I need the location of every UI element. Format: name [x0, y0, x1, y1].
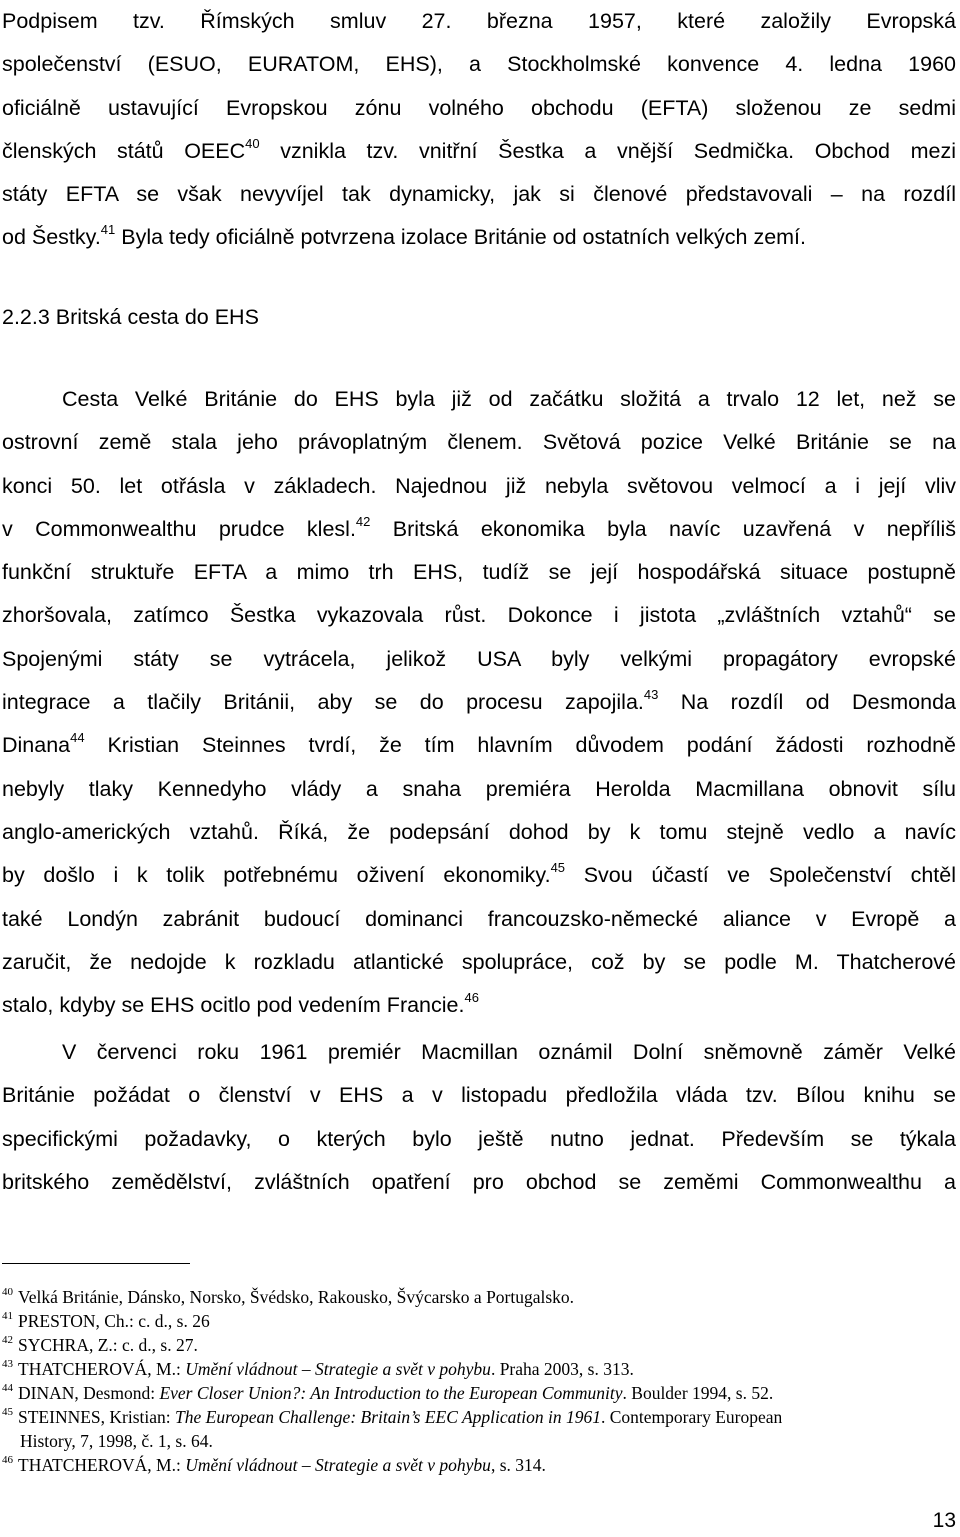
text-line [2, 43, 956, 86]
line-text: Podpisem tzv. Římských smluv 27. března 1957, které založily Evropská [2, 9, 956, 33]
citation-text: DINAN, Desmond: [18, 1383, 160, 1403]
footnote-number: 44 [2, 1382, 13, 1395]
footnote-number: 42 [2, 1334, 13, 1347]
text-line [2, 854, 956, 897]
line-text: Británie požádat o členství v EHS a v listopadu předložila vláda tzv. Bílou knihu se [2, 1083, 956, 1108]
citation-text: THATCHEROVÁ, M.: [18, 1359, 186, 1379]
line-text: zhoršovala, zatímco Šestka vykazovala růst. Dokonce i jistota „zvláštních vztahů“ se [2, 603, 956, 628]
footnote-44 [2, 1381, 958, 1405]
text-line [2, 1031, 956, 1074]
footnote-42 [2, 1333, 958, 1357]
text-line [2, 216, 956, 259]
line-text: Svou účastí ve Společenství chtěl [565, 863, 956, 888]
footnote-continuation: History, 7, 1998, č. 1, s. 64. [20, 1431, 213, 1451]
line-text: v Commonwealthu prudce klesl. [2, 516, 356, 541]
citation-text: STEINNES, Kristian: [18, 1407, 176, 1427]
footnote-43 [2, 1357, 958, 1381]
line-text: Kristian Steinnes tvrdí, že tím hlavním důvodem podání žádosti rozhodně [84, 733, 956, 758]
text-line [2, 638, 956, 681]
text-line [2, 508, 956, 551]
footnote-number: 43 [2, 1358, 13, 1371]
footnote-reference[interactable]: 41 [100, 222, 116, 238]
citation-text: THATCHEROVÁ, M.: [18, 1455, 186, 1475]
line-text: Spojenými státy se vytrácela, jelikož USA byly velkými propagátory evropské [2, 646, 956, 671]
citation-text: . Praha 2003, s. 313. [490, 1359, 634, 1379]
line-text: stalo, kdyby se EHS ocitlo pod vedením Francie. [2, 993, 465, 1018]
citation-text: SYCHRA, Z.: c. d., s. 27. [18, 1335, 198, 1355]
citation-text: PRESTON, Ch.: c. d., s. 26 [18, 1311, 210, 1331]
line-text: Byla tedy oficiálně potvrzena izolace Británie od ostatních velkých zemí. [115, 225, 807, 250]
text-line [2, 87, 956, 130]
footnote-46 [2, 1453, 958, 1477]
footnotes [2, 1285, 958, 1477]
text-line [2, 1161, 956, 1204]
text-line [2, 130, 956, 173]
line-text: členských států OEEC [2, 138, 246, 163]
line-text: britského zemědělství, zvláštních opatření pro obchod se zeměmi Commonwealthu a [2, 1169, 956, 1194]
footnote-reference[interactable]: 40 [245, 135, 260, 151]
footnote-number: 41 [2, 1310, 13, 1323]
line-text: funkční struktuře EFTA a mimo trh EHS, tudíž se její hospodářská situace postupně [2, 560, 956, 585]
text-line [2, 551, 956, 594]
line-text: zaručit, že nedojde k rozkladu atlantické spolupráce, což by se podle M. Thatcherové [2, 949, 956, 974]
line-text: integrace a tlačily Británii, aby se do procesu zapojila. [2, 690, 644, 715]
text-line [2, 1118, 956, 1161]
text-line [2, 941, 956, 984]
footnote-separator [2, 1263, 190, 1264]
footnote-reference[interactable]: 42 [355, 513, 371, 529]
line-text: Britská ekonomika byla navíc uzavřená v nepříliš [370, 516, 957, 541]
paragraph-macmillan [2, 1031, 956, 1204]
text-line [2, 421, 956, 464]
line-text: společenství (ESUO, EURATOM, EHS), a Stockholmské konvence 4. ledna 1960 [2, 52, 956, 77]
line-text: V červenci roku 1961 premiér Macmillan oznámil Dolní sněmovně záměr Velké [62, 1040, 956, 1064]
paragraph-british-path [2, 378, 956, 1027]
line-text: od Šestky. [2, 225, 101, 250]
text-line [2, 811, 956, 854]
citation-text: Velká Británie, Dánsko, Norsko, Švédsko, Rakousko, Švýcarsko a Portugalsko. [18, 1287, 575, 1307]
line-text: Na rozdíl od Desmonda [658, 690, 956, 715]
text-line [2, 173, 956, 216]
text-line [2, 0, 956, 43]
text-line [2, 1074, 956, 1117]
footnote-41 [2, 1309, 958, 1333]
text-line [2, 984, 956, 1027]
line-text: specifickými požadavky, o kterých bylo ještě nutno jednat. Především se týkala [2, 1126, 956, 1151]
footnote-40 [2, 1285, 958, 1309]
text-line [2, 768, 956, 811]
footnote-reference[interactable]: 46 [464, 990, 479, 1005]
footnote-number: 45 [2, 1406, 13, 1419]
footnote-number: 46 [2, 1454, 13, 1467]
citation-text: . Contemporary European [601, 1407, 783, 1427]
footnote-45 [2, 1405, 958, 1429]
footnote-reference[interactable]: 45 [550, 860, 566, 876]
line-text: také Londýn zabránit budoucí dominanci francouzsko-německé aliance v Evropě a [2, 906, 956, 931]
footnote-number: 40 [2, 1286, 13, 1299]
line-text: by došlo i k tolik potřebnému oživení ekonomiky. [2, 863, 551, 888]
citation-title: Umění vládnout – Strategie a svět v pohybu [185, 1455, 491, 1475]
citation-title: Ever Closer Union?: An Introduction to the European Community [159, 1383, 623, 1403]
paragraph-efta [2, 0, 956, 260]
citation-title: The European Challenge: Britain’s EEC Application in 1961 [175, 1407, 601, 1427]
text-line [2, 681, 956, 724]
line-text: Dinana [2, 733, 71, 758]
line-text: státy EFTA se však nevyvíjel tak dynamicky, jak si členové představovali – na rozdíl [2, 182, 956, 207]
text-line [2, 724, 956, 767]
line-text: ostrovní země stala jeho právoplatným členem. Světová pozice Velké Británie se na [2, 430, 956, 455]
text-line [2, 378, 956, 421]
section-heading: 2.2.3 Britská cesta do EHS [2, 305, 259, 329]
text-line [2, 465, 956, 508]
text-line [2, 594, 956, 637]
footnote-reference[interactable]: 43 [643, 686, 659, 702]
citation-text: . Boulder 1994, s. 52. [622, 1383, 774, 1403]
citation-text: , s. 314. [490, 1455, 546, 1475]
line-text: konci 50. let otřásla v základech. Najednou již nebyla světovou velmocí a i její vliv [2, 473, 956, 498]
footnote-reference[interactable]: 44 [70, 730, 85, 746]
line-text: vznikla tzv. vnitřní Šestka a vnější Sedmička. Obchod mezi [259, 138, 957, 163]
citation-title: Umění vládnout – Strategie a svět v pohybu [185, 1359, 491, 1379]
line-text: nebyly tlaky Kennedyho vlády a snaha premiéra Herolda Macmillana obnovit sílu [2, 776, 956, 801]
line-text: anglo-amerických vztahů. Říká, že podepsání dohod by k tomu stejně vedlo a navíc [2, 819, 956, 844]
text-line [2, 898, 956, 941]
line-text: Cesta Velké Británie do EHS byla již od začátku složitá a trvalo 12 let, než se [62, 387, 956, 411]
page-number: 13 [932, 1509, 956, 1532]
line-text: oficiálně ustavující Evropskou zónu volného obchodu (EFTA) složenou ze sedmi [2, 95, 956, 120]
